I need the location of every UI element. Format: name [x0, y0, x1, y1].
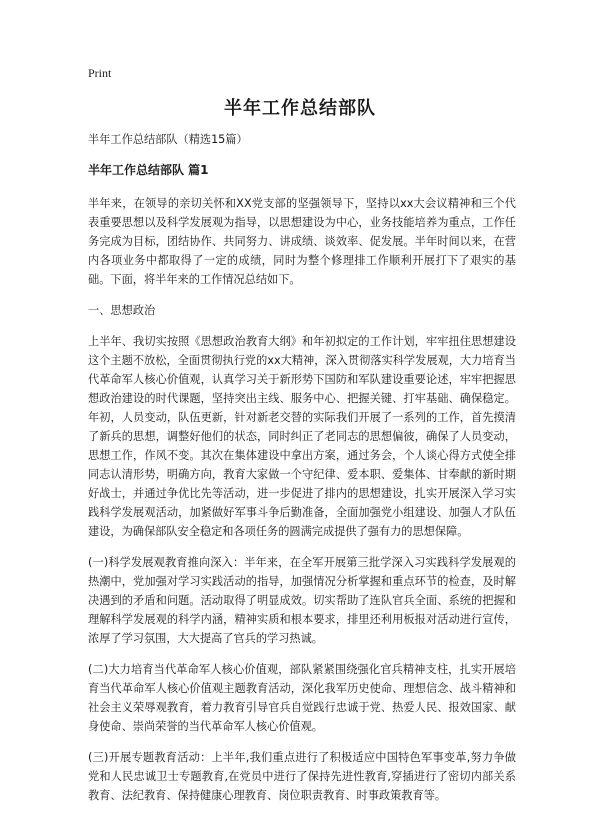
document-subtitle: 半年工作总结部队（精选15篇）: [88, 133, 248, 146]
paragraph-item-2: (二)大力培育当代革命军人核心价值观，部队紧紧围绕强化官兵精神支柱，扎实开展培育当代革命军人核心价值观主题教育活动，深化我军历史使命、理想信念、战斗精神和社会主义荣辱观教育，着力教育引导官兵自觉践行忠诚于党、热爱人民、报效国家、献身使命、崇尚荣誉的当代革命军人核心价值观。: [88, 663, 516, 733]
paragraph-political: 上半年、我切实按照《思想政治教育大纲》和年初拟定的工作计划，牢牢扭住思想建设这个主题不放松，全面贯彻执行党的xx大精神，深入贯彻落实科学发展观，大力培育当代革命军人核心价值观，认真学习关于新形势下国防和军队建设重要论述，牢牢把握思想政治建设的时代课题，坚持突出主线、服务中心、把握关键、打牢基础、确保稳定。年初，人员变动，队伍更新，针对新老交替的实际我们开展了一系列的工作，首先摸清了新兵的思想，调整好他们的状态，同时纠正了老同志的思想偏彼，确保了人员变动，思想工作，作风不变。其次在集体建设中拿出方案，通过务会，个人谈心得方式使全排同志认清形势，明确方向，教育大家做一个守纪律、爱本职、爱集体、甘奉献的新时期好战士，并通过争优比先等活动，进一步促进了排内的思想建设，扎实开展深入学习实践科学发展观活动，加紧做好军事斗争后勤准备，全面加强党小组建设、加强人才队伍建设，为确保部队安全稳定和各项任务的圆满完成提供了强有力的思想保障。: [88, 335, 516, 538]
paragraph-item-1: (一)科学发展观教育推向深入：半年来，在全军开展第三批学深入习实践科学发展观的热潮中，党加强对学习实践活动的指导，加强情况分析掌握和重点环节的检查，及时解决遇到的矛盾和问题。活动取得了明显成效。切实帮助了连队官兵全面、系统的把握和理解科学发展观的科学内涵，精神实质和根本要求，排里还利用板报对活动进行宣传，浓厚了学习氛围，大大提高了官兵的学习热诚。: [88, 556, 516, 645]
paragraph-intro: 半年来，在领导的亲切关怀和XX党支部的坚强领导下，坚持以xx大会议精神和三个代表重要思想以及科学发展观为指导，以思想建设为中心，业务技能培养为重点，工作任务完成为目标，团结协作、共同努力、讲成绩、谈效率、促发展。半年时间以来，在营内各项业务中都取得了一定的成绩，同时为整个修理排工作顺利开展打下了艰实的基础。下面，将半年来的工作情况总结如下。: [88, 197, 516, 286]
topic-heading: 一、思想政治: [88, 304, 156, 317]
print-link[interactable]: Print: [88, 66, 112, 80]
section-heading: 半年工作总结部队 篇1: [88, 163, 209, 177]
document-body: [88, 130, 516, 817]
paragraph-item-3: (三)开展专题教育活动：上半年,我们重点进行了积极适应中国特色军事变革,努力争做党和人民忠诚卫士专题教育,在党员中进行了保持先进性教育,穿插进行了密切内部关系教育、法纪教育、保持健康心理教育、岗位职责教育、时事政策教育等。: [88, 751, 516, 802]
page-title: 半年工作总结部队: [224, 98, 376, 119]
